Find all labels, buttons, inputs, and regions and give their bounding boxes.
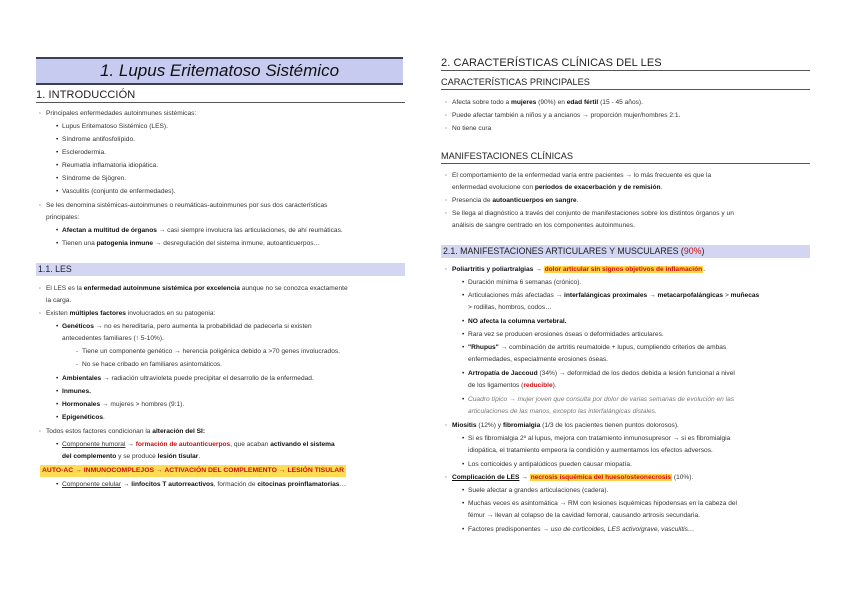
miositis-corticoides: • Los corticoides y antipalúdicos pueden causar miopatía. (468, 459, 632, 472)
intro-list-item: • Esclerodermia. (62, 147, 106, 160)
necrosis-2-cont: fémur → llevan al colapso de la cavidad femoral, causando artrosis secundaria. (468, 512, 701, 519)
necrosis-1: • Suele afectar a grandes articulaciones (cadera). (468, 485, 608, 498)
poli-columna: • NO afecta la columna vertebral. (468, 316, 567, 329)
poliartritis: · Poliartritis y poliartralgias → dolor articular sin signos objetivos de inflamación. (452, 264, 705, 277)
componente-humoral: • Componente humoral → formación de autoanticuerpos, que acaban activando el sistema (62, 439, 335, 452)
poli-cuadro-tipico-cont: articulaciones de las manos, excepto las interfalángicas distales. (468, 408, 657, 415)
manif-1: · El comportamiento de la enfermedad varía entre pacientes → lo más frecuente es que la (452, 170, 711, 183)
factor-ambientales: • Ambientales → radiación ultravioleta puede precipitar el desarrollo de la enfermedad. (62, 373, 314, 386)
factor-hormonales: • Hormonales → mujeres > hombres (9:1). (62, 399, 184, 412)
subheading-principales: CARACTERÍSTICAS PRINCIPALES (441, 77, 810, 90)
intro-sub-patogenia: • Tienen una patogenia inmune → desregulación del sistema inmune, autoanticuerpos… (62, 238, 320, 251)
heading-articulares: 2.1. MANIFESTACIONES ARTICULARES Y MUSCULARES (90%) (441, 245, 810, 258)
cascade-highlight: AUTO-AC → INMUNOCOMPLEJOS → ACTIVACIÓN DEL COMPLEMENTO → LESIÓN TISULAR (40, 465, 346, 477)
caract-2: · Puede afectar también a niños y a ancianos → proporción mujer/hombres 2:1. (452, 110, 680, 123)
manif-3-cont: análisis de sangre centrado en los componentes autoinmunes. (452, 222, 635, 229)
manif-2: · Presencia de autoanticuerpos en sangre. (452, 195, 578, 208)
caract-3: · No tiene cura (452, 123, 491, 136)
necrosis-2: • Muchas veces es asintomática → RM con lesiones isquémicas hipodensas en la cabeza del (468, 498, 737, 511)
heading-introduccion: 1. INTRODUCCIÓN (36, 89, 405, 103)
intro-list-item: • Lupus Eritematoso Sistémico (LES). (62, 121, 168, 134)
intro-bullet-2-cont: principales: (46, 214, 80, 221)
heading-les: 1.1. LES (36, 263, 405, 276)
document-title: 1. Lupus Eritematoso Sistémico (36, 57, 403, 85)
poli-erosiones: • Rara vez se producen erosiones óseas o deformidades articulares. (468, 329, 664, 342)
poli-duracion: • Duración mínima 6 semanas (crónico). (468, 277, 581, 290)
poli-rhupus-cont: enfermedades, especialmente erosiones óseas. (468, 356, 609, 363)
factor-geneticos-cont: antecedentes familiares (↑ 5-10%). (62, 335, 164, 342)
poli-jaccoud: • Artropatía de Jaccoud (34%) → deformidad de los dedos debida a lesión funcional a nivel (468, 368, 735, 381)
geneticos-sub-1: - Tiene un componente genético → herencia poligénica debido a >70 genes involucrados. (82, 346, 340, 359)
intro-list-item: • Síndrome de Sjögren. (62, 173, 126, 186)
les-bullet-1: · El LES es la enfermedad autoinmune sistémica por excelencia aunque no se conozca exactamente (46, 283, 348, 296)
miositis-fibromialgia-cont: idiopática, el tratamiento empeora la condición y aumentamos los efectos adversos. (468, 447, 713, 454)
poli-articulaciones: • Articulaciones más afectadas → interfalángicas proximales → metacarpofalángicas > muñecas (468, 290, 759, 303)
componente-humoral-cont: del complemento y se produce lesión tisular. (62, 453, 201, 460)
necrosis-3: • Factores predisponentes → uso de corticoides, LES activo/grave, vasculitis… (468, 524, 695, 537)
heading-caracteristicas: 2. CARACTERÍSTICAS CLÍNICAS DEL LES (441, 57, 810, 71)
caract-1: · Afecta sobre todo a mujeres (90%) en edad fértil (15 - 45 años). (452, 97, 643, 110)
factor-geneticos: • Genéticos → no es hereditaria, pero aumenta la probabilidad de padecerla si existen (62, 321, 312, 334)
manif-1-cont: enfermedad evolucione con períodos de exacerbación y de remisión. (452, 184, 663, 191)
intro-bullet-2: · Se les denomina sistémicas-autoinmunes o reumáticas-autoinmunes por sus dos características (46, 200, 327, 213)
factor-inmunes: • Inmunes. (62, 386, 91, 399)
factor-epigeneticos: • Epigenéticos. (62, 412, 105, 425)
complicacion-les: · Complicación de LES → necrosis isquémica del hueso/osteonecrosis (10%). (452, 472, 693, 485)
intro-list-item: • Reumatía inflamatoria idiopática. (62, 160, 158, 173)
geneticos-sub-2: - No se hace cribado en familiares asintomáticos. (82, 359, 222, 372)
componente-celular: • Componente celular → linfocitos T autorreactivos, formación de citocinas proinflamatorias… (62, 479, 346, 492)
les-bullet-2: · Existen múltiples factores involucrados en su patogenia: (46, 308, 215, 321)
poli-articulaciones-cont: > rodillas, hombros, codos… (468, 304, 552, 311)
poli-cuadro-tipico: • Cuadro típico → mujer joven que consulta por dolor de varias semanas de evolución en las (468, 394, 734, 407)
manif-3: · Se llega al diagnóstico a través del conjunto de manifestaciones sobre los distintos órganos y un (452, 208, 734, 221)
poli-rhupus: • "Rhupus" → combinación de artritis reumatoide + lupus, cumpliendo criterios de ambas (468, 342, 726, 355)
intro-sub-organos: • Afectan a multitud de órganos → casi siempre involucra las articulaciones, de ahí reumáticas. (62, 225, 343, 238)
poli-jaccoud-cont: de los ligamentos (reducible). (468, 382, 557, 389)
miositis-fibromialgia: • Si es fibromialgia 2º al lupus, mejora con tratamiento inmunosupresor → si es fibromialgia (468, 433, 730, 446)
intro-list-item: • Vasculitis (conjunto de enfermedades). (62, 186, 176, 199)
les-bullet-si: · Todos estos factores condicionan la alteración del SI: (46, 426, 205, 439)
miositis: · Miositis (12%) y fibromialgia (1/3 de los pacientes tienen puntos dolorosos). (452, 420, 679, 433)
intro-list-item: • Síndrome antifosfolípido. (62, 134, 135, 147)
subheading-manifestaciones: MANIFESTACIONES CLÍNICAS (441, 151, 810, 164)
les-bullet-1-cont: la carga. (46, 297, 72, 304)
intro-bullet-1: · Principales enfermedades autoinmunes sistémicas: (46, 108, 196, 121)
